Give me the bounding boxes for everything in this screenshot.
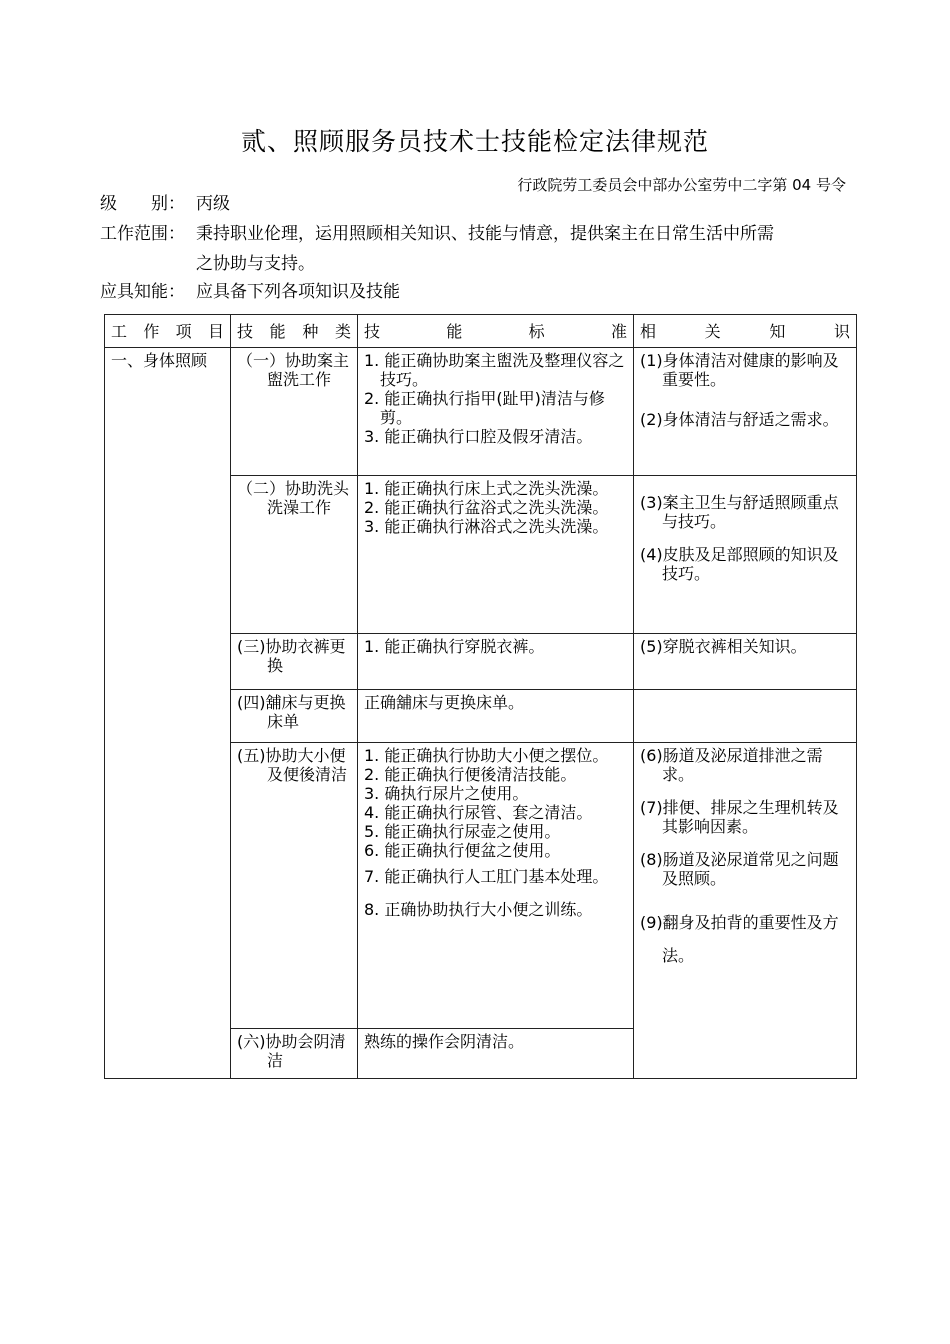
scope-line-2: 之协助与支持。 bbox=[196, 254, 315, 274]
header-work-item: 工 作 项 目 bbox=[105, 315, 231, 348]
page-title: 贰、照顾服务员技术士技能检定法律规范 bbox=[240, 127, 709, 156]
level-row bbox=[100, 189, 230, 219]
knowledge-row bbox=[100, 277, 400, 307]
level-label: 级 别： bbox=[100, 194, 185, 214]
knowledge-value: 应具备下列各项知识及技能 bbox=[196, 282, 400, 302]
scope-label: 工作范围： bbox=[100, 224, 185, 244]
table-header-row bbox=[105, 315, 857, 348]
skill-standard: 1. 能正确执行穿脱衣裤。 bbox=[358, 634, 634, 690]
skills-table bbox=[104, 314, 857, 1079]
knowledge-label: 应具知能： bbox=[100, 282, 185, 302]
related-knowledge: (6)肠道及泌尿道排泄之需求。 (7)排便、排尿之生理机转及其影响因素。 (8)肠道及泌尿道常见之问题及照顾。 (9)翻身及拍背的重要性及方法。 bbox=[634, 743, 857, 1079]
scope-line-1: 秉持职业伦理，运用照顾相关知识、技能与情意，提供案主在日常生活中所需 bbox=[196, 224, 774, 244]
related-knowledge: (3)案主卫生与舒适照顾重点与技巧。 (4)皮肤及足部照顾的知识及技巧。 bbox=[634, 476, 857, 634]
skill-category: (五)协助大小便及便後清洁 bbox=[231, 743, 358, 1029]
issuer-reference: 行政院劳工委员会中部办公室劳中二字第 04 号令 bbox=[517, 176, 846, 194]
related-knowledge: (1)身体清洁对健康的影响及重要性。 (2)身体清洁与舒适之需求。 bbox=[634, 348, 857, 476]
table-row bbox=[105, 348, 857, 476]
header-skill-category: 技 能 种 类 bbox=[231, 315, 358, 348]
skill-standard: 1. 能正确执行协助大小便之摆位。 2. 能正确执行便後清洁技能。 3. 确执行尿片之使用。 4. 能正确执行尿管、套之清洁。 5. 能正确执行尿壶之使用。 6. 能正确执行便盆之使用。 7. 能正确执行人工肛门基本处理。 8. 正确协助执行大小便之训练。 bbox=[358, 743, 634, 1029]
scope-row bbox=[100, 219, 774, 279]
skill-category: (三)协助衣裤更换 bbox=[231, 634, 358, 690]
level-value: 丙级 bbox=[196, 194, 230, 214]
work-item-body-care: 一、身体照顾 bbox=[105, 348, 231, 1079]
skill-category: （一）协助案主盥洗工作 bbox=[231, 348, 358, 476]
header-related-knowledge: 相 关 知 识 bbox=[634, 315, 857, 348]
skill-standard: 1. 能正确执行床上式之洗头洗澡。 2. 能正确执行盆浴式之洗头洗澡。 3. 能正确执行淋浴式之洗头洗澡。 bbox=[358, 476, 634, 634]
skill-standard: 熟练的操作会阴清洁。 bbox=[358, 1029, 634, 1079]
header-skill-standard: 技 能 标 准 bbox=[358, 315, 634, 348]
skill-category: (四)舖床与更换床单 bbox=[231, 690, 358, 743]
skill-category: （二）协助洗头洗澡工作 bbox=[231, 476, 358, 634]
related-knowledge-empty bbox=[634, 690, 857, 743]
related-knowledge: (5)穿脱衣裤相关知识。 bbox=[634, 634, 857, 690]
skill-standard: 正确舖床与更换床单。 bbox=[358, 690, 634, 743]
skill-standard: 1. 能正确协助案主盥洗及整理仪容之技巧。 2. 能正确执行指甲(趾甲)清洁与修剪。 3. 能正确执行口腔及假牙清洁。 bbox=[358, 348, 634, 476]
skill-category: (六)协助会阴清洁 bbox=[231, 1029, 358, 1079]
